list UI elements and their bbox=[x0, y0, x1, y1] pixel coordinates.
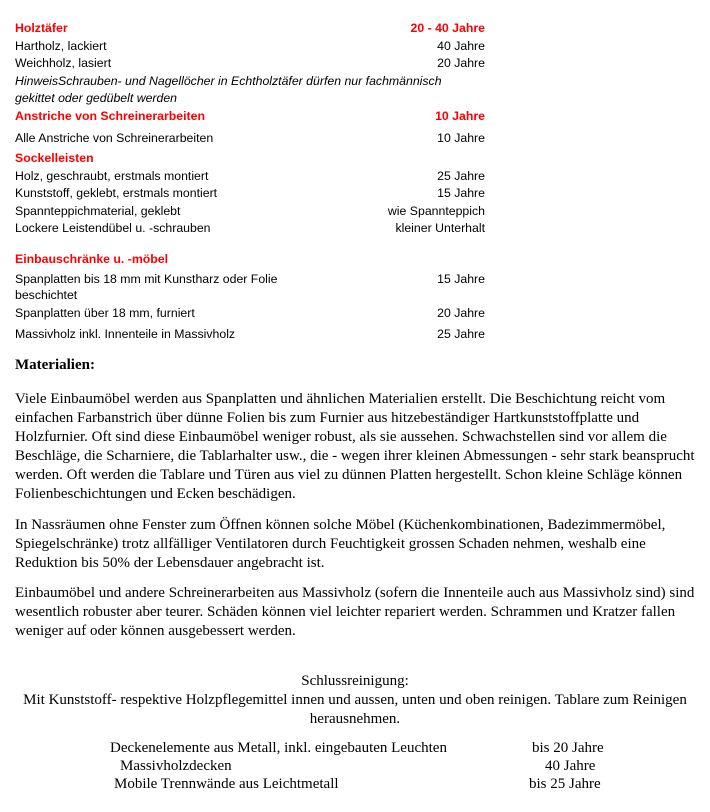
ceiling-item-label: Mobile Trennwände aus Leichtmetall bbox=[114, 776, 339, 792]
ceiling-item-label: Deckenelemente aus Metall, inkl. eingebauten Leuchten bbox=[110, 740, 447, 756]
paragraph: Viele Einbaumöbel werden aus Spanplatten und ähnlichen Materialien erstellt. Die Beschichtung reicht vom einfachen Farbanstrich über dünne Folien bis zum Furnier aus hitzebeständiger Hartkunststoffplatte und Holzfurnier. Oft sind diese Einbaumöbel weniger robust, als sie aussehen. Schwachstellen sind vor allem die Beschläge, die Scharniere, die Tablarhalter usw., die - wegen ihrer kleinen Abmessungen - sehr stark beansprucht werden. Oft werden die Tablare und Türen aus viel zu dünnen Platten hergestellt. Schon kleine Schläge können Folienbeschichtungen und Ecken beschädigen. bbox=[15, 391, 695, 502]
row-label: Spanplatten bis 18 mm mit Kunstharz oder Folie beschichtet bbox=[15, 271, 278, 302]
section-value: 10 Jahre bbox=[435, 109, 485, 123]
paragraph: Einbaumöbel und andere Schreinerarbeiten aus Massivholz (sofern die Innenteile auch aus Massivholz sind) sind wesentlich robuster aber teurer. Schäden können viel leichter repariert werden. Schrammen und Kratzer fallen weniger auf oder können ausgebessert werden. bbox=[15, 585, 695, 639]
row-label: Holz, geschraubt, erstmals montiert bbox=[15, 168, 209, 183]
table-row bbox=[15, 38, 485, 56]
row-value: 25 Jahre bbox=[437, 327, 485, 341]
table-row bbox=[15, 305, 485, 323]
table-row bbox=[15, 220, 485, 238]
section-value: 20 - 40 Jahre bbox=[410, 21, 485, 35]
ceiling-item-value: bis 25 Jahre bbox=[529, 776, 601, 792]
row-label: Spanplatten über 18 mm, furniert bbox=[15, 305, 195, 320]
row-value: 15 Jahre bbox=[437, 271, 485, 286]
materialien-heading: Materialien: bbox=[15, 357, 95, 373]
row-label: Spannteppichmaterial, geklebt bbox=[15, 203, 181, 218]
row-label: Lockere Leistendübel u. -schrauben bbox=[15, 221, 211, 235]
table-row bbox=[15, 130, 485, 148]
row-value: 10 Jahre bbox=[437, 130, 485, 145]
table-row bbox=[15, 326, 485, 344]
table-row bbox=[15, 185, 485, 203]
row-value: 20 Jahre bbox=[437, 56, 485, 70]
row-value: wie Spannteppich bbox=[387, 203, 485, 218]
ceiling-item-label: Massivholzdecken bbox=[120, 758, 232, 774]
row-value: kleiner Unterhalt bbox=[395, 221, 485, 235]
schlussreinigung-heading: Schlussreinigung: bbox=[301, 673, 409, 689]
section-title: Einbauschränke u. -möbel bbox=[15, 252, 169, 266]
section-sockelleisten bbox=[15, 150, 485, 238]
section-header bbox=[15, 108, 485, 126]
note-text: HinweisSchrauben- und Nagellöcher in Echtholztäfer dürfen nur fachmännisch gekittet oder gedübelt werden bbox=[15, 73, 442, 105]
schlussreinigung-text: Mit Kunststoff- respektive Holzpflegemittel innen und aussen, unten und oben reinigen. Tablare zum Reinigen herausnehmen. bbox=[23, 692, 687, 727]
row-value: 20 Jahre bbox=[437, 305, 485, 320]
ceiling-item-value: bis 20 Jahre bbox=[532, 740, 604, 756]
row-value: 40 Jahre bbox=[437, 38, 485, 53]
row-value: 25 Jahre bbox=[437, 168, 485, 183]
table-row bbox=[15, 271, 485, 303]
section-title: Anstriche von Schreinerarbeiten bbox=[15, 109, 205, 123]
section-title: Holztäfer bbox=[15, 21, 68, 35]
section-anstriche bbox=[15, 108, 485, 147]
section-header bbox=[15, 20, 485, 38]
table-row bbox=[15, 168, 485, 186]
row-label: Weichholz, lasiert bbox=[15, 56, 112, 70]
section-holztaefer bbox=[15, 20, 485, 108]
section-title: Sockelleisten bbox=[15, 151, 94, 165]
row-value: 15 Jahre bbox=[437, 186, 485, 200]
paragraph: In Nassräumen ohne Fenster zum Öffnen können solche Möbel (Küchenkombinationen, Badezimmermöbel, Spiegelschränke) trotz allfälliger Ventilatoren durch Feuchtigkeit grossen Schaden nehmen, weshalb eine Reduktion bis 50% der Lebensdauer angebracht ist. bbox=[15, 517, 666, 571]
row-label: Massivholz inkl. Innenteile in Massivholz bbox=[15, 327, 236, 341]
section-header bbox=[15, 251, 485, 269]
table-row bbox=[15, 203, 485, 221]
section-einbauschraenke bbox=[15, 251, 485, 344]
row-label: Alle Anstriche von Schreinerarbeiten bbox=[15, 130, 214, 145]
ceiling-item-value: 40 Jahre bbox=[545, 758, 596, 774]
row-label: Kunststoff, geklebt, erstmals montiert bbox=[15, 186, 218, 200]
row-label: Hartholz, lackiert bbox=[15, 38, 107, 53]
table-row bbox=[15, 55, 485, 73]
section-header bbox=[15, 150, 485, 168]
